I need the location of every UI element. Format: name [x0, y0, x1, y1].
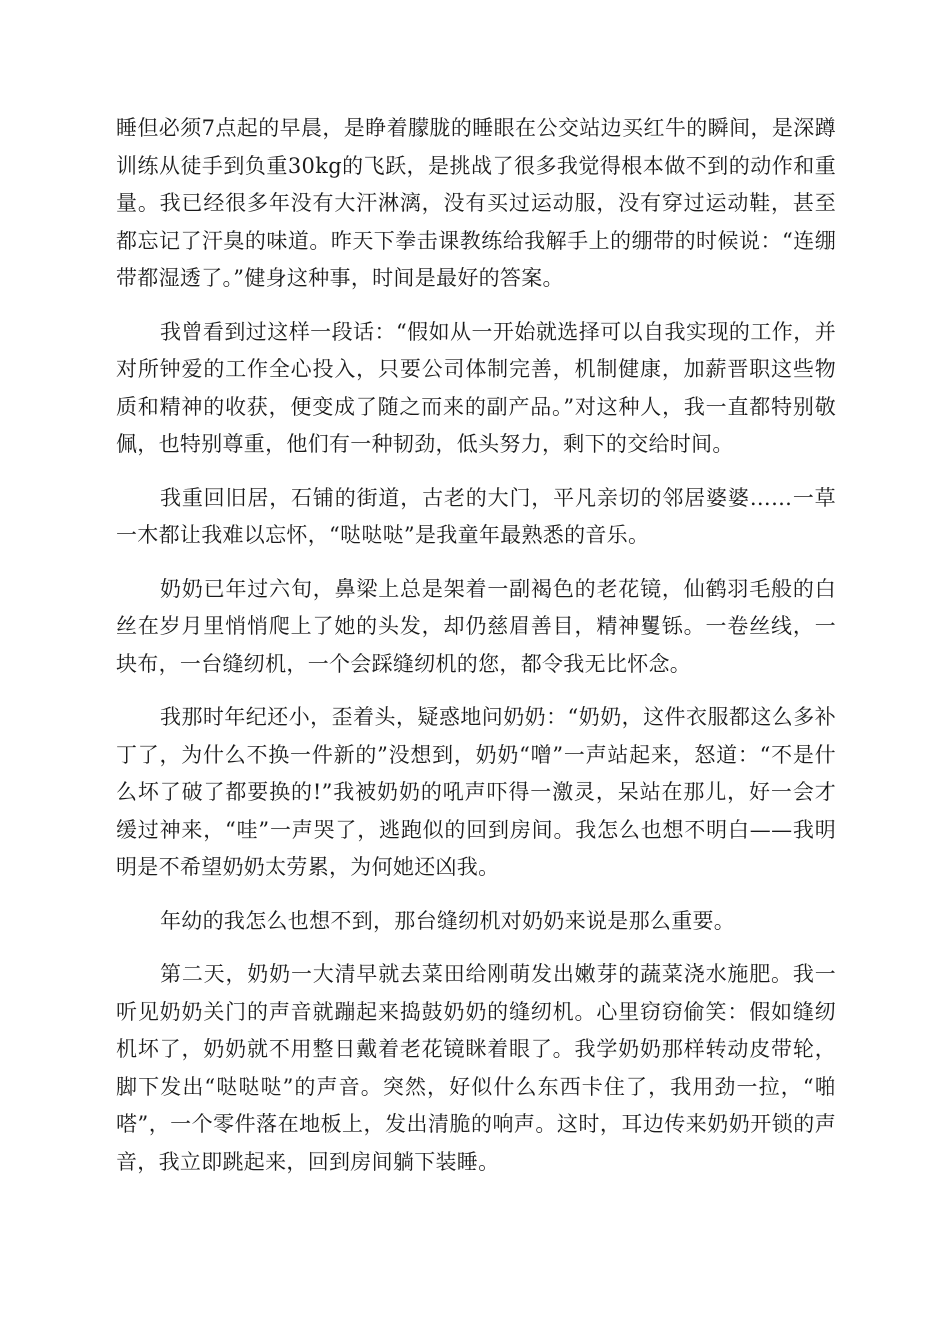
paragraph: 第二天，奶奶一大清早就去菜田给刚萌发出嫩芽的蔬菜浇水施肥。我一听见奶奶关门的声音就蹦起来捣鼓奶奶的缝纫机。心里窃窃偷笑：假如缝纫机坏了，奶奶就不用整日戴着老花镜眯着眼了。我学奶奶那样转动皮带轮，脚下发出“哒哒哒”的声音。突然，好似什么东西卡住了，我用劲一拉，“啪嗒”，一个零件落在地板上，发出清脆的响声。这时，耳边传来奶奶开锁的声音，我立即跳起来，回到房间躺下装睡。 [116, 962, 836, 1174]
paragraph: 我重回旧居，石铺的街道，古老的大门，平凡亲切的邻居婆婆……一草一木都让我难以忘怀，“哒哒哒”是我童年最熟悉的音乐。 [116, 485, 836, 547]
paragraph: 我那时年纪还小，歪着头，疑惑地问奶奶：“奶奶，这件衣服都这么多补丁了，为什么不换一件新的”没想到，奶奶“噌”一声站起来，怒道：“不是什么坏了破了都要换的!”我被奶奶的吼声吓得一激灵，呆站在那儿，好一会才缓过神来，“哇”一声哭了，逃跑似的回到房间。我怎么也想不明白——我明明是不希望奶奶太劳累，为何她还凶我。 [116, 705, 836, 879]
document-body [116, 110, 836, 1197]
paragraph: 奶奶已年过六旬，鼻梁上总是架着一副褐色的老花镜，仙鹤羽毛般的白丝在岁月里悄悄爬上了她的头发，却仍慈眉善目，精神矍铄。一卷丝线，一块布，一台缝纫机，一个会踩缝纫机的您，都令我无比怀念。 [116, 576, 836, 676]
paragraph: 睡但必须7点起的早晨，是睁着朦胧的睡眼在公交站边买红牛的瞬间，是深蹲训练从徒手到负重30kg的飞跃，是挑战了很多我觉得根本做不到的动作和重量。我已经很多年没有大汗淋漓，没有买过运动服，没有穿过运动鞋，甚至都忘记了汗臭的味道。昨天下拳击课教练给我解手上的绷带的时候说：“连绷带都湿透了。”健身这种事，时间是最好的答案。 [116, 116, 836, 290]
paragraph: 年幼的我怎么也想不到，那台缝纫机对奶奶来说是那么重要。 [160, 908, 736, 933]
paragraph: 我曾看到过这样一段话：“假如从一开始就选择可以自我实现的工作，并对所钟爱的工作全心投入，只要公司体制完善，机制健康，加薪晋职这些物质和精神的收获，便变成了随之而来的副产品。”对这种人，我一直都特别敬佩，也特别尊重，他们有一种韧劲，低头努力，剩下的交给时间。 [116, 319, 836, 456]
